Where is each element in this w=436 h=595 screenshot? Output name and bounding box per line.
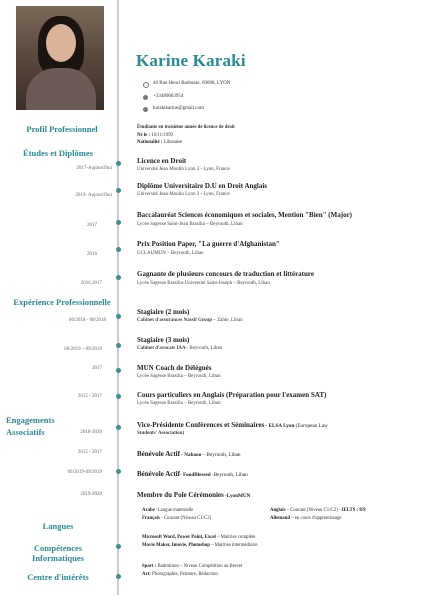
eng-date-2: 2015 - 2017 [77, 450, 102, 455]
eng-date-1: 2018-2020 [80, 430, 102, 435]
section-engagements: Engagements Associatifs [6, 415, 55, 437]
exp-sub-2: Cabinet d'avocats IAA– Beyrouth, Liban [137, 346, 223, 351]
timeline-dot [116, 574, 121, 579]
section-experience: Expérience Professionnelle [13, 297, 111, 307]
exp-sub-3: Lycée Sagesse Brasilia – Beyrouth, Liban [137, 374, 221, 379]
timeline-dot [116, 544, 121, 549]
section-interets: Centre d'intérêts [27, 572, 89, 582]
edu-sub-3: Lycée Sagesse Saint-Jean Brasilia – Beyrouth, Liban [137, 222, 243, 227]
profile-line: Étudiante en troisième année de licence de droit [137, 125, 235, 130]
email-text: karakikarine@gmail.com [153, 106, 204, 111]
edu-date-1: 2017-Aujourd'hui [76, 166, 112, 171]
interet-art: Art: Photographie, Peinture, Rédaction [142, 572, 218, 577]
profile-photo [16, 6, 104, 110]
exp-date-4: 2015 - 2017 [77, 394, 102, 399]
exp-title-2: Stagiaire (3 mois) [137, 336, 190, 344]
timeline-dot [116, 368, 121, 373]
section-etudes: Études et Diplômes [23, 148, 93, 158]
exp-sub-1: Cabinet d'assurances Nassif Group – Zahle, Liban [137, 318, 243, 323]
edu-title-1: Licence en Droit [137, 157, 187, 165]
edu-sub-4: GCLAUMUN – Beyrouth, Liban [137, 251, 204, 256]
comp-line-1: Microsoft Word, Power Point, Excel – Maitrise complète [142, 535, 256, 540]
eng-title-3: Bénévole Actif- FoodBlessed -Beyrouth, Liban [137, 470, 248, 478]
timeline-dot [116, 425, 121, 430]
edu-title-5: Gagnante de plusieurs concours de traduction et littérature [137, 270, 314, 278]
exp-title-1: Stagiaire (2 mois) [137, 308, 190, 316]
address-text: 46 Rue Henri Barbusse, 69008, LYON [153, 81, 231, 86]
timeline-dot [116, 275, 121, 280]
name-heading: Karine Karaki [136, 51, 246, 70]
eng-title-4: Membre du Pole Cérémonies -LyonMUN [137, 491, 251, 499]
exp-title-3: MUN Coach de Délégués [137, 364, 212, 372]
timeline-dot [116, 469, 121, 474]
profile-birth: Né le : 10/11/1999 [137, 133, 173, 138]
eng-line2-1: Students' Association) [137, 431, 185, 436]
section-profil: Profil Professionnel [26, 124, 98, 134]
edu-title-2: Diplôme Universitaire D.U en Droit Anglais [137, 182, 268, 190]
timeline-dot [116, 161, 121, 166]
exp-date-1: 06/2018 - 08/2018 [69, 318, 106, 323]
timeline-dot [116, 394, 121, 399]
interet-sport: Sport : Badminton – Niveau Compétition au Brevet [142, 564, 243, 569]
timeline-dot [116, 247, 121, 252]
edu-title-4: Prix Position Paper, "La guerre d'Afghanistan" [137, 240, 280, 248]
profile-nationality: Nationalité : Libanaise [137, 140, 183, 145]
phone-icon [143, 95, 148, 100]
section-langues: Langues [42, 521, 74, 531]
edu-sub-1: Université Jean Moulin Lyon 3 - Lyon, France [137, 167, 230, 172]
lang-francais: Français - Courant (Niveau C1/C2) [142, 516, 212, 521]
eng-date-3: 06/2019-09/2019 [67, 470, 102, 475]
comp-line-2: Movie Maker, Imovie, Photoshop – Maitrise intermédiaire [142, 543, 258, 548]
phone-text: +33480063954 [153, 94, 184, 99]
timeline-dot [116, 314, 121, 319]
exp-date-3: 2017 [92, 366, 102, 371]
exp-date-2: 06/2019 – 09/2019 [64, 347, 102, 352]
lang-anglais: Anglais – Courant (Niveau C1/C2) - IELTS : 8/9 [270, 508, 366, 513]
section-competences: Compétences Informatiques [32, 543, 84, 563]
exp-title-4: Cours particuliers en Anglais (Préparation pour l'examen SAT) [137, 391, 327, 399]
timeline-dot [116, 220, 121, 225]
exp-sub-4: Lycée Sagesse Brasilia – Beyrouth, Liban [137, 401, 221, 406]
lang-allemand: Allemand – en cours d'apprentissage [270, 516, 342, 521]
edu-sub-2: Université Jean Moulin Lyon 3 - Lyon, France [137, 192, 230, 197]
lang-arabe: Arabe -Langue maternelle [142, 508, 194, 513]
edu-date-5: 2016,2017 [80, 281, 102, 286]
edu-title-3: Baccalauréat Sciences économiques et sociales, Mention "Bien" (Major) [137, 211, 353, 219]
edu-date-4: 2016 [87, 252, 97, 257]
eng-title-2: Bénévole Actif - Nabaoo – Beyrouth, Liban [137, 450, 241, 458]
email-icon [143, 107, 148, 112]
edu-date-3: 2017 [87, 223, 97, 228]
timeline-dot [116, 188, 121, 193]
location-icon [143, 82, 149, 88]
edu-sub-5: Lycée Sagesse Brasilia-Université Saint-Joseph – Beyrouth, Liban [137, 281, 270, 286]
eng-date-4: 2019-2020 [80, 492, 102, 497]
timeline-dot [116, 343, 121, 348]
edu-date-2: 2019- Aujourd'hui [75, 193, 112, 198]
eng-title-1: Vice-Présidente Conférences et Séminaires - ELSA Lyon (European Law [137, 421, 328, 429]
